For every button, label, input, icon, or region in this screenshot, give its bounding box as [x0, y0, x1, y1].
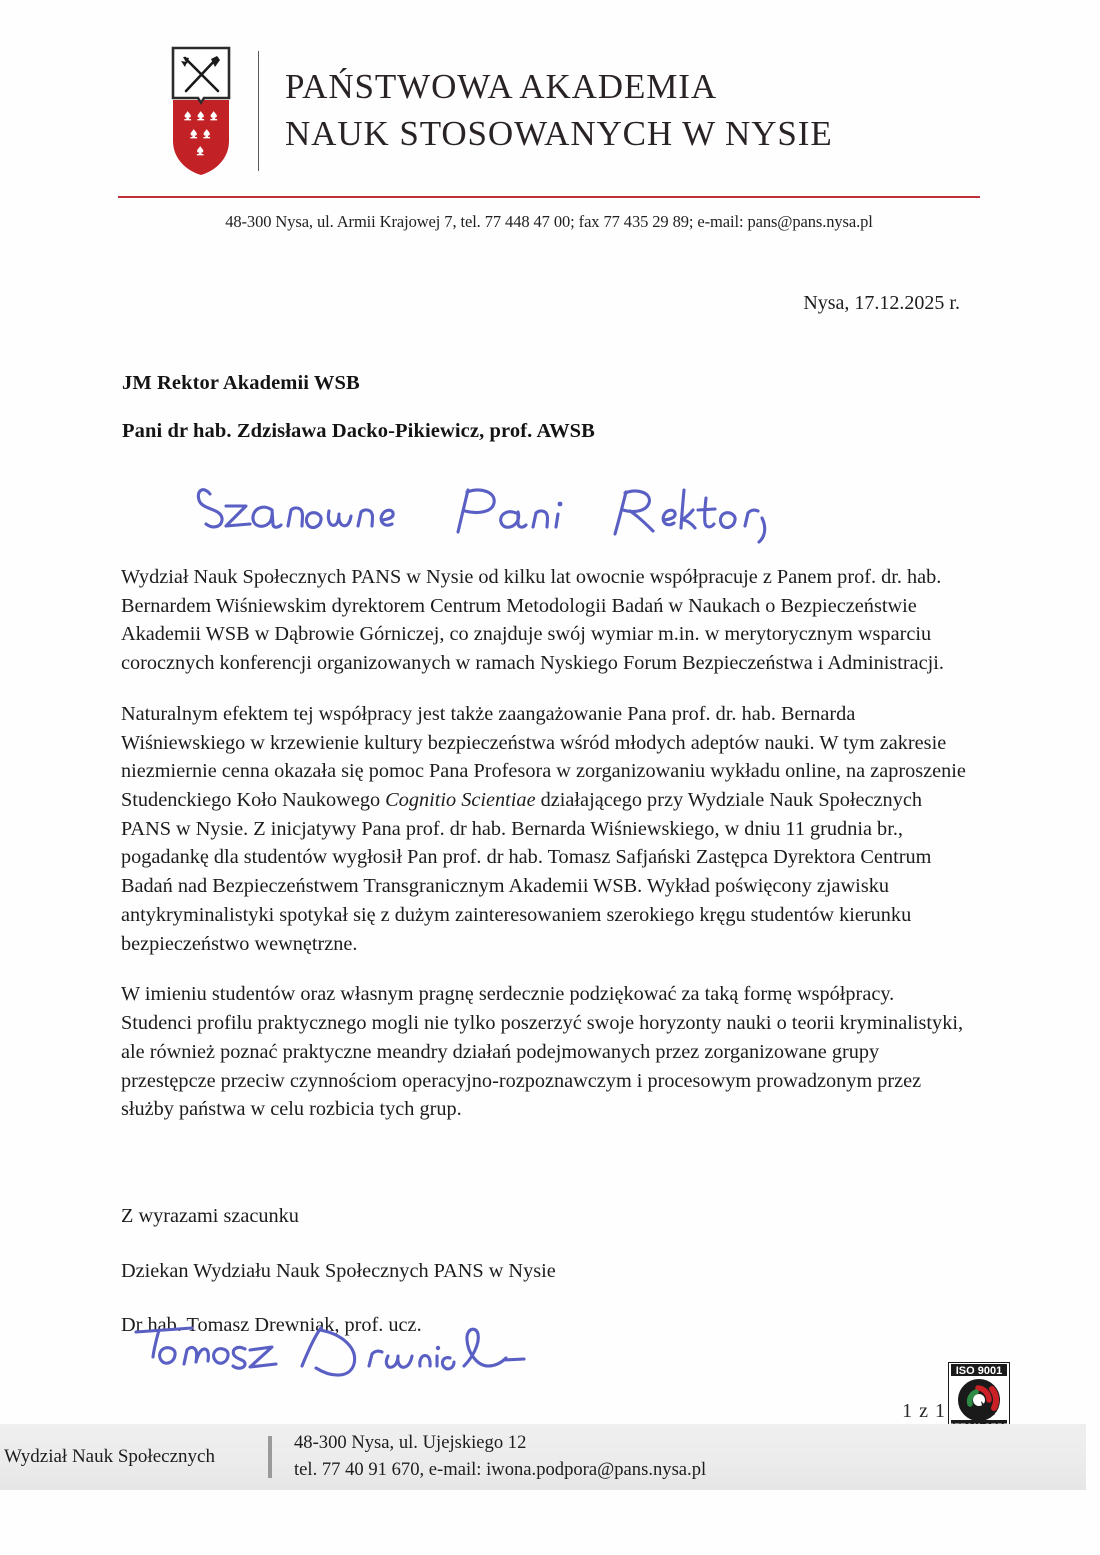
body-paragraph-2-part2: działającego przy Wydziale Nauk Społecznych PANS w Nysie. Z inicjatywy Pana prof. dr hab. Bernarda Wiśniewskiego, w dniu 11 grudnia br., pogadankę dla studentów wygłosił Pan prof. dr hab. Tomasz Safjański Zastępca Dyrektora Centrum Badań nad Bezpieczeństwem Transgranicznym Akademii WSB. Wykład poświęcony zjawisku antykryminalistyki spotykał się z dużym zainteresowaniem szerokiego kręgu studentów kierunku bezpieczeństwo wewnętrzne. [121, 789, 932, 955]
university-name-line1: PAŃSTWOWA AKADEMIA [285, 67, 718, 107]
university-name [285, 64, 833, 157]
letter-body [121, 563, 969, 1124]
addressee-title: JM Rektor Akademii WSB [122, 372, 360, 394]
header-red-rule [118, 196, 980, 198]
closing-role: Dziekan Wydziału Nauk Społecznych PANS w Nysie [121, 1259, 556, 1282]
body-paragraph-1: Wydział Nauk Społecznych PANS w Nysie od kilku lat owocnie współpracuje z Panem prof. dr. hab. Bernardem Wiśniewskim dyrektorem Centrum Metodologii Badań w Naukach o Bezpieczeństwie Akademii WSB w Dąbrowie Górniczej, co znajduje swój wymiar m.in. w merytorycznym wsparciu corocznych konferencji organizowanych w ramach Nyskiego Forum Bezpieczeństwa i Administracji. [121, 566, 944, 675]
footer-address [294, 1430, 706, 1483]
addressee-name: Pani dr hab. Zdzisława Dacko-Pikiewicz, prof. AWSB [122, 420, 595, 442]
footer-address-line1: 48-300 Nysa, ul. Ujejskiego 12 [294, 1432, 527, 1454]
body-paragraph-2-italic-title: Cognitio Scientiae [385, 789, 536, 812]
university-name-line2: NAUK STOSOWANYCH W NYSIE [285, 114, 833, 153]
letterhead [170, 36, 960, 186]
letterhead-vertical-divider [258, 51, 259, 171]
page-number: 1 z 1 [902, 1400, 946, 1422]
pans-nysa-coat-of-arms-icon [170, 45, 232, 177]
body-paragraph-3: W imieniu studentów oraz własnym pragnę serdecznie podziękować za taką formę współpracy. Studenci profilu praktycznego mogli nie tylko poszerzyć swoje horyzonty nauki o teorii kryminalistyki, ale również poznać praktyczne meandry działań podejmowanych przez zorganizowane grupy przestępcze przeciw czynnościom operacyjno-rozpoznawczym i procesowym prowadzonym przez służby państwa w celu rozbicia tych grup. [121, 983, 964, 1121]
footer-address-line2: tel. 77 40 91 670, e-mail: iwona.podpora@pans.nysa.pl [294, 1459, 707, 1480]
footer-department: Wydział Nauk Społecznych [4, 1446, 215, 1467]
handwritten-salutation [196, 470, 796, 550]
handwritten-signature [126, 1322, 566, 1412]
body-paragraph-2 [121, 700, 969, 958]
letter-closing [121, 1202, 969, 1340]
closing-name: Dr hab. Tomasz Drewniak, prof. ucz. [121, 1314, 422, 1337]
svg-text:ISO 9001: ISO 9001 [955, 1365, 1003, 1377]
letter-date: Nysa, 17.12.2025 r. [803, 292, 960, 314]
header-contact-line: 48-300 Nysa, ul. Armii Krajowej 7, tel. 77 448 47 00; fax 77 435 29 89; e-mail: pans@pans.nysa.pl [225, 212, 873, 231]
footer-divider [268, 1436, 272, 1478]
footer-bar [0, 1424, 1086, 1490]
body-paragraph-2-part1: Naturalnym efektem tej współpracy jest także zaangażowanie Pana prof. dr. hab. Bernarda Wiśniewskiego w krzewienie kultury bezpieczeństwa wśród młodych adeptów nauki. W tym zakresie niezmiernie cenna okazała się pomoc Pana Profesora w zorganizowaniu wykładu online, na zaproszenie Studenckiego Koło Naukowego [121, 702, 966, 812]
closing-valediction: Z wyrazami szacunku [121, 1205, 299, 1227]
addressee-block [122, 372, 982, 443]
